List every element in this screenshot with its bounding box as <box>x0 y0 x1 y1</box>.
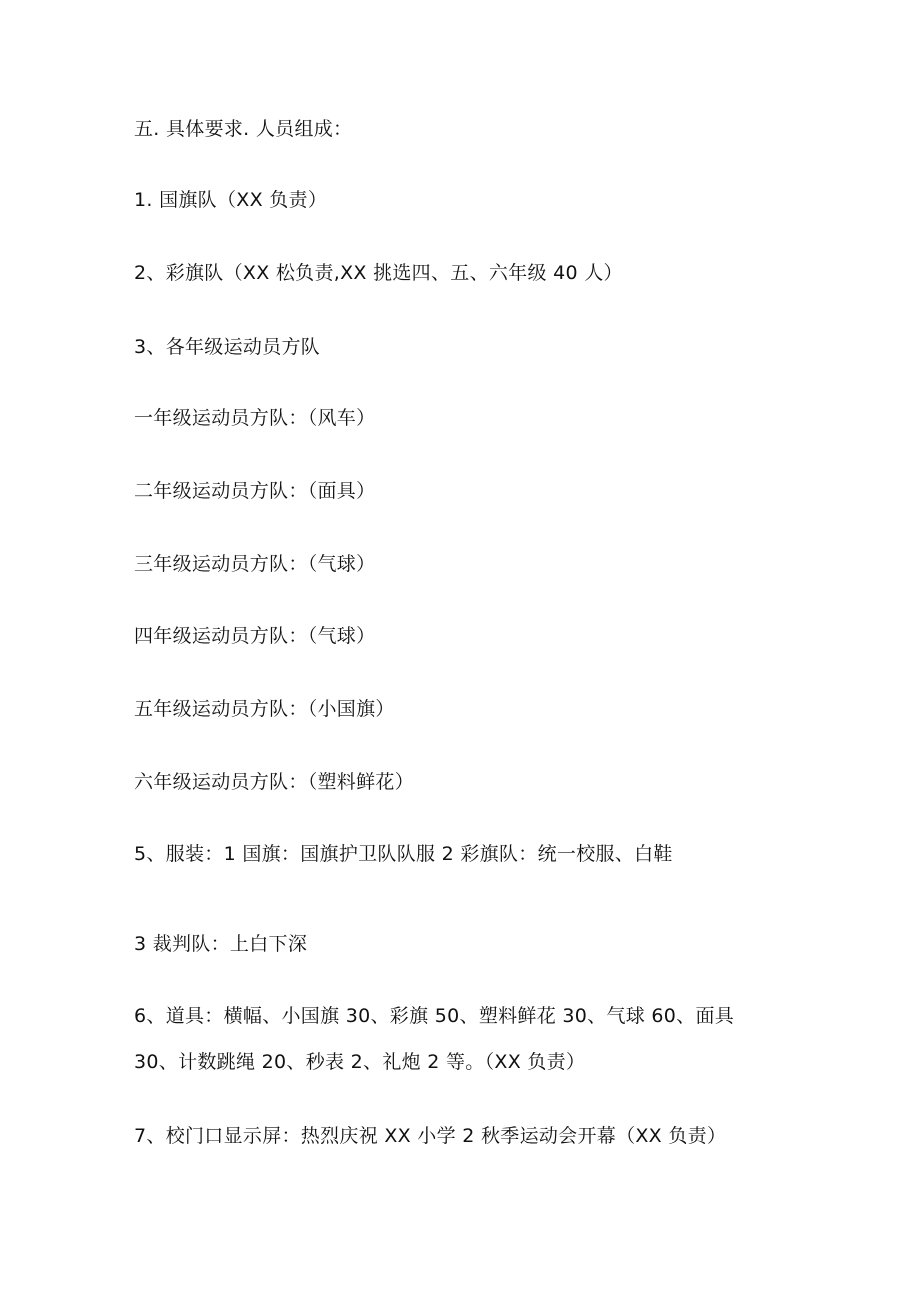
text-line-grade-6: 六年级运动员方队：（塑料鲜花） <box>134 771 415 793</box>
text-line-athlete-teams: 3、各年级运动员方队 <box>134 336 321 358</box>
text-line-grade-3: 三年级运动员方队：（气球） <box>134 553 376 575</box>
text-line-gate-screen: 7、校门口显示屏：热烈庆祝 XX 小学 2 秋季运动会开幕（XX 负责） <box>134 1125 727 1147</box>
text-line-referee-uniform: 3 裁判队：上白下深 <box>134 933 308 955</box>
text-line-uniforms: 5、服装：1 国旗：国旗护卫队队服 2 彩旗队：统一校服、白鞋 <box>134 843 673 865</box>
text-line-color-flag-team: 2、彩旗队（XX 松负责,XX 挑选四、五、六年级 40 人） <box>134 262 623 284</box>
section-heading: 五. 具体要求. 人员组成： <box>134 118 353 140</box>
text-line-grade-5: 五年级运动员方队：（小国旗） <box>134 698 395 720</box>
text-line-flag-team: 1. 国旗队（XX 负责） <box>134 189 328 211</box>
text-line-grade-1: 一年级运动员方队：（风车） <box>134 407 376 429</box>
text-line-props: 6、道具：横幅、小国旗 30、彩旗 50、塑料鲜花 30、气球 60、面具 <box>134 1005 735 1027</box>
text-line-grade-2: 二年级运动员方队：（面具） <box>134 480 376 502</box>
text-line-props-continued: 30、计数跳绳 20、秒表 2、礼炮 2 等。（XX 负责） <box>134 1051 586 1073</box>
text-line-grade-4: 四年级运动员方队：（气球） <box>134 625 376 647</box>
